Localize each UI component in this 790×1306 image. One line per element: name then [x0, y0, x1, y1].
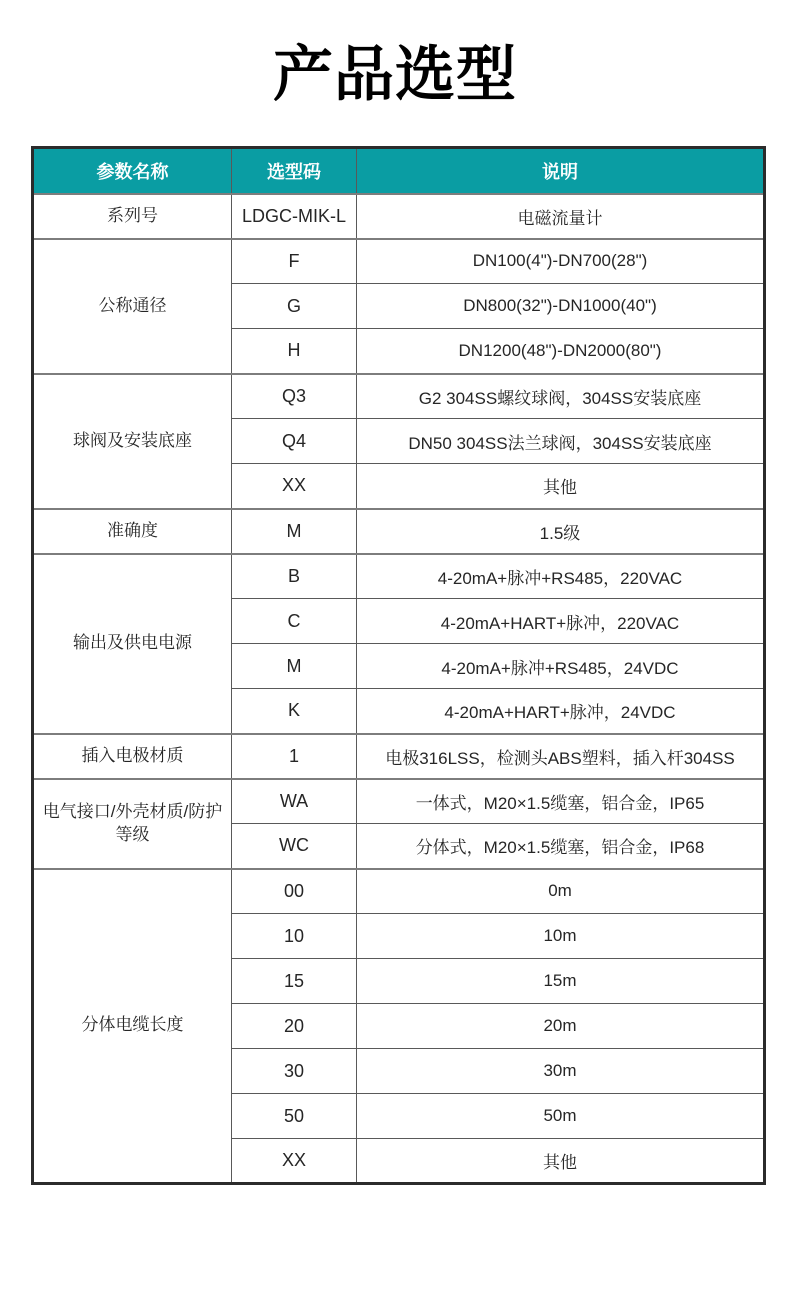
param-name-cell: 插入电极材质 [33, 734, 232, 779]
header-cell-param-name: 参数名称 [33, 148, 232, 194]
desc-cell: 电极316LSS，检测头ABS塑料，插入杆304SS [357, 734, 765, 779]
product-selection-table-container [31, 146, 763, 1185]
param-name-cell: 公称通径 [33, 239, 232, 374]
code-cell: M [232, 509, 357, 554]
code-cell: 10 [232, 914, 357, 959]
desc-cell: 4-20mA+HART+脉冲，24VDC [357, 689, 765, 734]
desc-cell: 一体式，M20×1.5缆塞，铝合金，IP65 [357, 779, 765, 824]
code-cell: 1 [232, 734, 357, 779]
desc-cell: 4-20mA+脉冲+RS485，24VDC [357, 644, 765, 689]
param-name-cell: 准确度 [33, 509, 232, 554]
desc-cell: DN100(4")-DN700(28") [357, 239, 765, 284]
code-cell: 30 [232, 1049, 357, 1094]
desc-cell: 10m [357, 914, 765, 959]
code-cell: 00 [232, 869, 357, 914]
desc-cell: 1.5级 [357, 509, 765, 554]
code-cell: 15 [232, 959, 357, 1004]
desc-cell: 30m [357, 1049, 765, 1094]
desc-cell: G2 304SS螺纹球阀，304SS安装底座 [357, 374, 765, 419]
code-cell: K [232, 689, 357, 734]
header-cell-selection-code: 选型码 [232, 148, 357, 194]
code-cell: Q4 [232, 419, 357, 464]
code-cell: B [232, 554, 357, 599]
table-row [33, 779, 765, 824]
param-name-cell: 系列号 [33, 194, 232, 239]
code-cell: 20 [232, 1004, 357, 1049]
desc-cell: DN800(32")-DN1000(40") [357, 284, 765, 329]
desc-cell: 其他 [357, 464, 765, 509]
param-name-cell: 电气接口/外壳材质/防护等级 [33, 779, 232, 869]
table-row [33, 509, 765, 554]
desc-cell: 4-20mA+HART+脉冲，220VAC [357, 599, 765, 644]
code-cell: XX [232, 1139, 357, 1184]
param-name-cell: 球阀及安装底座 [33, 374, 232, 509]
header-cell-description: 说明 [357, 148, 765, 194]
param-name-cell: 分体电缆长度 [33, 869, 232, 1184]
table-row [33, 554, 765, 599]
code-cell: H [232, 329, 357, 374]
table-row [33, 374, 765, 419]
code-cell: WA [232, 779, 357, 824]
table-header-row [33, 148, 765, 194]
desc-cell: 15m [357, 959, 765, 1004]
code-cell: Q3 [232, 374, 357, 419]
desc-cell: 50m [357, 1094, 765, 1139]
code-cell: WC [232, 824, 357, 869]
code-cell: M [232, 644, 357, 689]
code-cell: LDGC-MIK-L [232, 194, 357, 239]
desc-cell: 4-20mA+脉冲+RS485，220VAC [357, 554, 765, 599]
desc-cell: 分体式，M20×1.5缆塞，铝合金，IP68 [357, 824, 765, 869]
page-title: 产品选型 [273, 41, 517, 108]
table-row [33, 239, 765, 284]
table-row [33, 734, 765, 779]
desc-cell: 电磁流量计 [357, 194, 765, 239]
code-cell: F [232, 239, 357, 284]
desc-cell: DN50 304SS法兰球阀，304SS安装底座 [357, 419, 765, 464]
code-cell: 50 [232, 1094, 357, 1139]
param-name-cell: 输出及供电电源 [33, 554, 232, 734]
table-row [33, 194, 765, 239]
table-row [33, 869, 765, 914]
desc-cell: 0m [357, 869, 765, 914]
desc-cell: 20m [357, 1004, 765, 1049]
code-cell: XX [232, 464, 357, 509]
desc-cell: 其他 [357, 1139, 765, 1184]
code-cell: G [232, 284, 357, 329]
code-cell: C [232, 599, 357, 644]
product-selection-table [31, 146, 766, 1185]
desc-cell: DN1200(48")-DN2000(80") [357, 329, 765, 374]
